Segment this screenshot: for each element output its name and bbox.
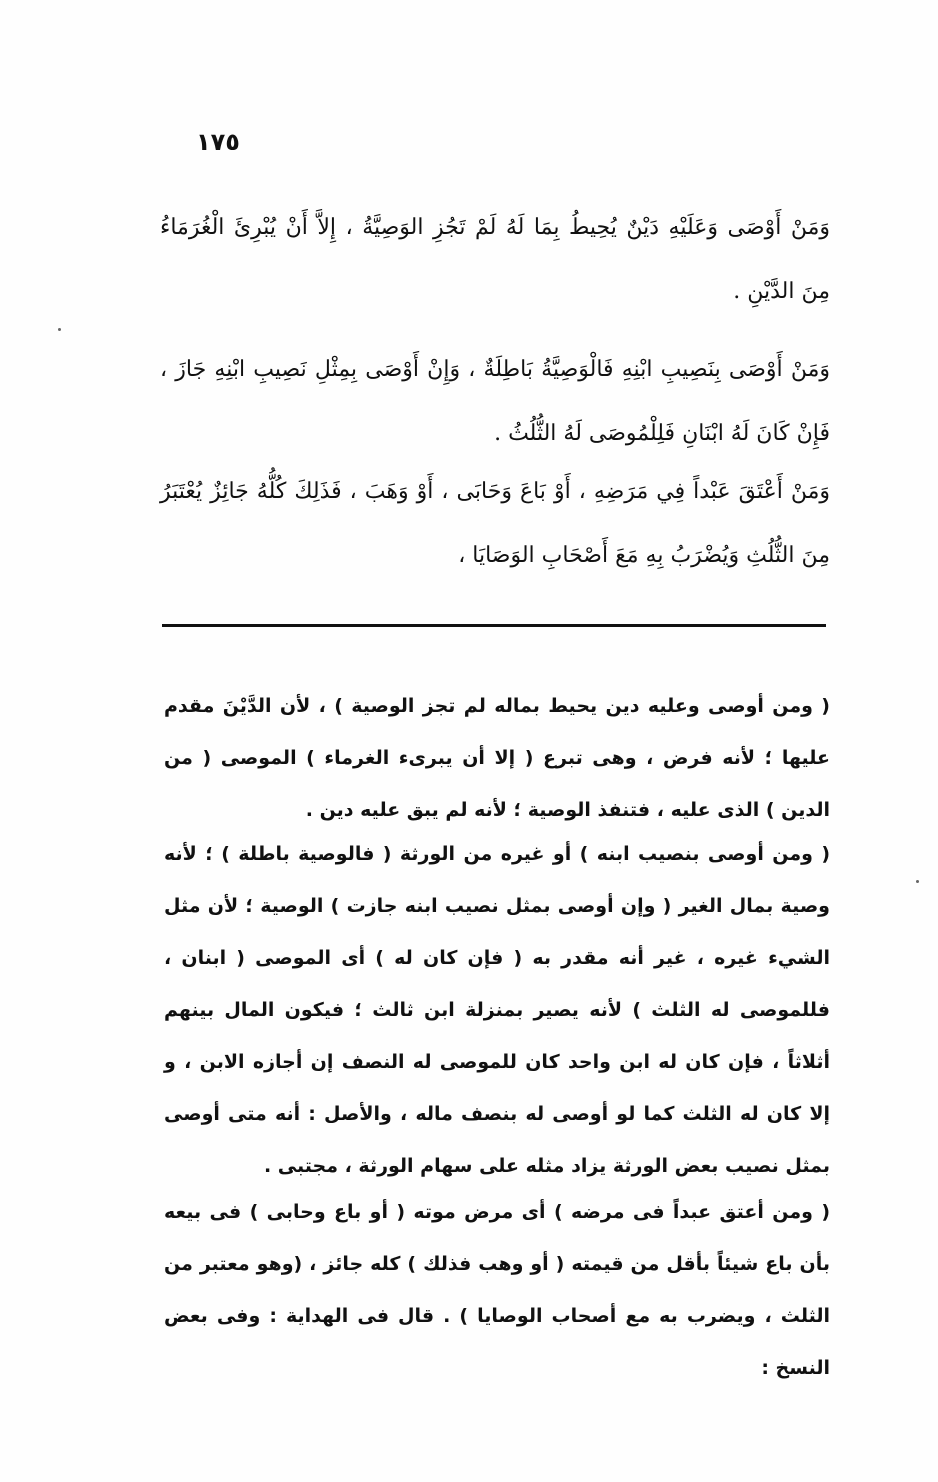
matn-paragraph-son-share: وَمَنْ أَوْصَى بِنَصِيبِ ابْنِهِ فَالْوَصِيَّةُ بَاطِلَةٌ ، وَإِنْ أَوْصَى بِمِثْلِ نَصِيبِ ابْنِهِ جَازَ ، فَإِنْ كَانَ لَهُ ابْنَانِ فَلِلْمُوصَى لَهُ الثُّلُثُ . (160, 357, 830, 446)
sharh-paragraph-debt: ( ومن أوصى وعليه دين يحيط بماله لم تجز الوصية ) ، لأن الدَّيْنَ مقدم عليها ؛ لأنه فرض ، وهى تبرع ( إلا أن يبرىء الغرماء ) الموصى ( من الدين ) الذى عليه ، فتنفذ الوصية ؛ لأنه لم يبق عليه دين . (164, 695, 830, 821)
matn-paragraph-debt: وَمَنْ أَوْصَى وَعَلَيْهِ دَيْنٌ يُحِيطُ بِمَا لَهُ لَمْ تَجُزِ الوَصِيَّةُ ، إِلاَّ أَنْ يُبْرِئَ الْغُرَمَاءُ مِنَ الدَّيْنِ . (160, 215, 830, 304)
sharh-paragraph-manumission: ( ومن أعتق عبداً فى مرضه ) أى مرض موته ( أو باع وحابى ) فى بيعه بأن باع شيئاً بأقل من قيمته ( أو وهب فذلك ) كله جائز ، (وهو معتبر من الثلث ، ويضرب به مع أصحاب الوصايا ) . قال فى الهداية : وفى بعض النسخ : (164, 1201, 830, 1379)
scan-speck (916, 880, 919, 883)
page-number: ١٧٥ (196, 128, 240, 156)
matn-paragraph-manumission: وَمَنْ أَعْتَقَ عَبْداً فِي مَرَضِهِ ، أَوْ بَاعَ وَحَابَى ، أَوْ وَهَبَ ، فَذَلِكَ كُلُّهُ جَائِزٌ يُعْتَبَرُ مِنَ الثُّلُثِ وَيُضْرَبُ بِهِ مَعَ أَصْحَابِ الوَصَايَا ، (160, 479, 830, 568)
section-divider (162, 624, 826, 627)
scan-speck (58, 328, 61, 331)
sharh-paragraph-son-share: ( ومن أوصى بنصيب ابنه ) أو غيره من الورثة ( فالوصية باطلة ) ؛ لأنه وصية بمال الغير ( وإن أوصى بمثل نصيب ابنه جازت ) الوصية ؛ لأن مثل الشيء غيره ، غير أنه مقدر به ( فإن كان له ) أى الموصى ( ابنان ، فللموصى له الثلث ) لأنه يصير بمنزلة ابن ثالث ؛ فيكون المال بينهم أثلاثاً ، فإن كان له ابن واحد كان للموصى له النصف إن أجازه الابن ، و إلا كان له الثلث كما لو أوصى له بنصف ماله ، والأصل : أنه متى أوصى بمثل نصيب بعض الورثة يزاد مثله على سهام الورثة ، مجتبى . (164, 843, 830, 1177)
